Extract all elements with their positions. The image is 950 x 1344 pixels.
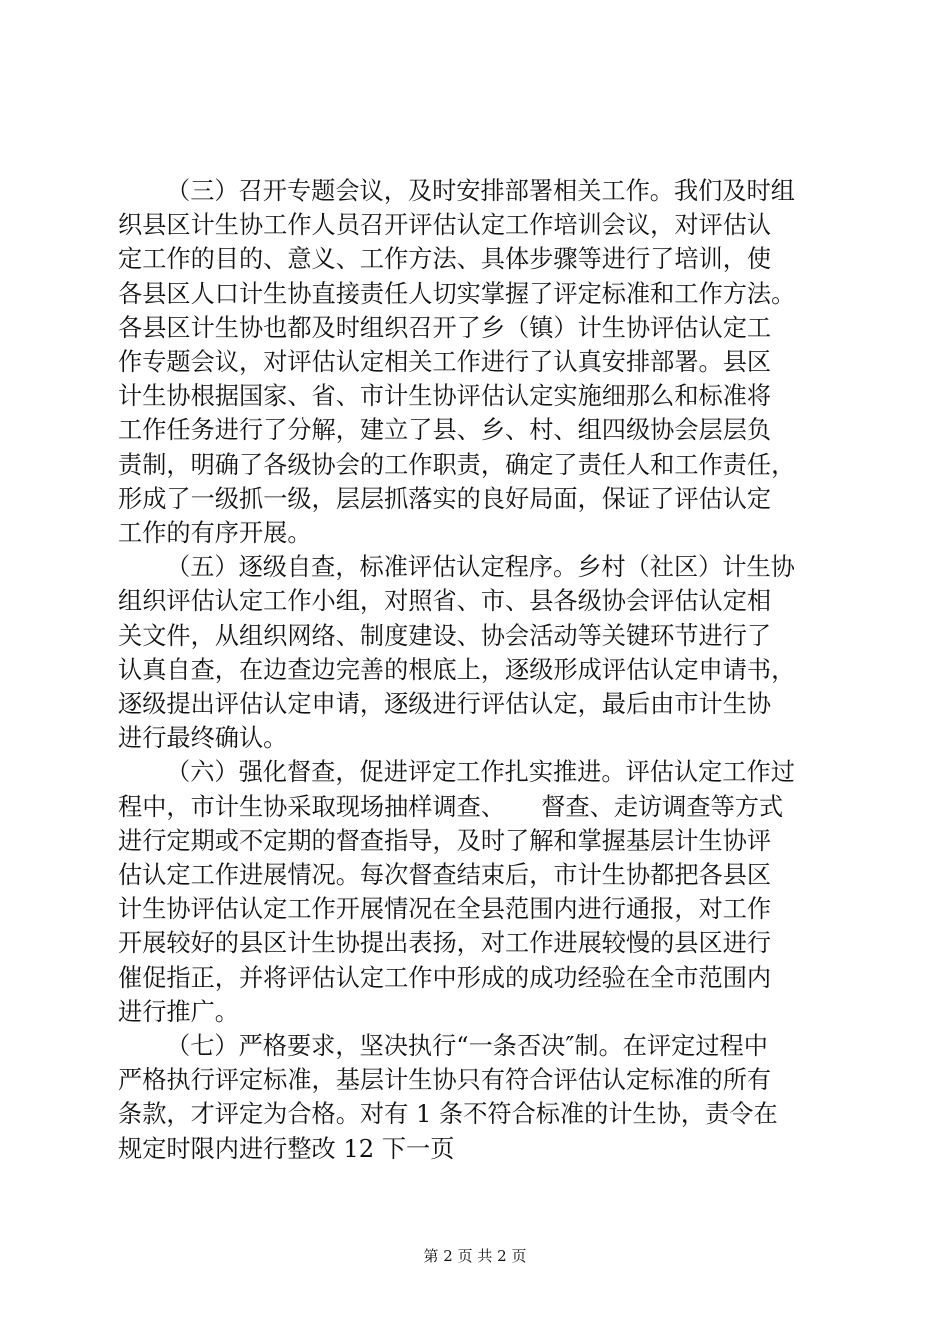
paragraph-line: 计生协评估认定工作开展情况在全县范围内进行通报，对工作 [118,895,772,924]
paragraph-first-line: （五）逐级自查，标准评估认定程序。乡村（社区）计生协 [166,553,795,582]
paragraph-line: 定工作的目的、意义、工作方法、具体步骤等进行了培训，使 [118,245,772,274]
paragraph-first-line: （三）召开专题会议，及时安排部署相关工作。我们及时组 [166,177,795,205]
paragraph-line: 估认定工作进展情况。每次督查结束后，市计生协都把各县区 [118,861,772,890]
paragraph-line: 严格执行评定标准，基层计生协只有符合评估认定标准的所有 [118,1066,772,1095]
paragraph-line: 织县区计生协工作人员召开评估认定工作培训会议，对评估认 [118,211,772,240]
paragraph-line: 作专题会议，对评估认定相关工作进行了认真安排部署。县区 [118,348,772,377]
paragraph-line: 规定时限内进行整改 12 下一页 [118,1134,455,1163]
paragraph-line: 进行最终确认。 [118,724,288,753]
paragraph-line: 进行定期或不定期的督查指导，及时了解和掌握基层计生协评 [118,826,772,855]
paragraph-line: 工作任务进行了分解，建立了县、乡、村、组四级协会层层负 [118,416,772,445]
paragraph-first-line: （七）严格要求，坚决执行“一条否决″制。在评定过程中 [166,1032,768,1061]
paragraph-line: 认真自查，在边查边完善的根底上，逐级形成评估认定申请书， [118,655,796,684]
paragraph-first-line: （六）强化督查，促进评定工作扎实推进。评估认定工作过 [166,758,795,787]
paragraph-line: 责制，明确了各级协会的工作职责，确定了责任人和工作责任， [118,450,796,479]
paragraph-line: 进行推广。 [118,997,239,1026]
paragraph-line: 催促指正，并将评估认定工作中形成的成功经验在全市范围内 [118,963,772,992]
paragraph-line: 组织评估认定工作小组，对照省、市、县各级协会评估认定相 [118,587,772,616]
page-footer: 第 2 页 共 2 页 [423,1247,527,1265]
paragraph-line: 计生协根据国家、省、市计生协评估认定实施细那么和标准将 [118,382,772,411]
paragraph-line: 条款，才评定为合格。对有 1 条不符合标准的计生协，责令在 [118,1100,778,1129]
paragraph-line: 逐级提出评估认定申请，逐级进行评估认定，最后由市计生协 [118,690,772,719]
paragraph-line: 开展较好的县区计生协提出表扬，对工作进展较慢的县区进行 [118,929,772,958]
paragraph-line: 程中，市计生协采取现场抽样调查、 督查、走访调查等方式 [118,792,784,821]
document-body [118,174,838,1166]
paragraph-line: 形成了一级抓一级，层层抓落实的良好局面，保证了评估认定 [118,484,772,513]
paragraph-line: 各县区人口计生协直接责任人切实掌握了评定标准和工作方法。 [118,279,796,308]
paragraph-line: 工作的有序开展。 [118,519,312,548]
paragraph-line: 关文件，从组织网络、制度建设、协会活动等关键环节进行了 [118,621,772,650]
paragraph-line: 各县区计生协也都及时组织召开了乡（镇）计生协评估认定工 [118,313,772,342]
